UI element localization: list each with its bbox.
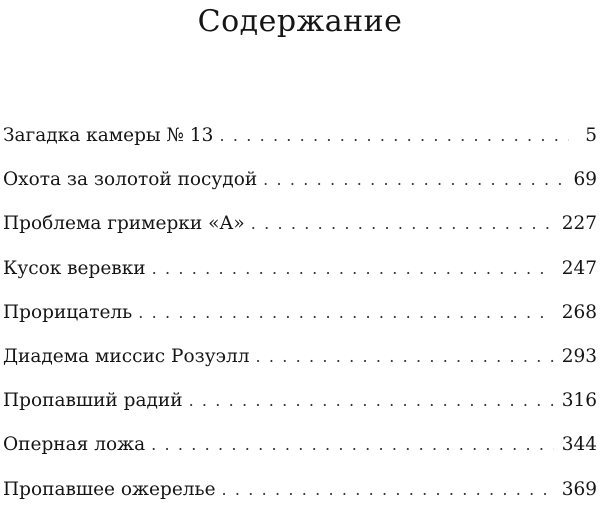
toc-entry-page-number: 227 bbox=[561, 213, 597, 235]
toc-entry bbox=[3, 254, 597, 298]
dot-leader bbox=[152, 254, 554, 284]
toc-entry-title: Охота за золотой посудой bbox=[3, 169, 258, 191]
page-title: Содержание bbox=[197, 4, 403, 39]
dot-leader bbox=[251, 209, 554, 239]
toc-entry bbox=[3, 298, 597, 342]
toc-entry-title: Оперная ложа bbox=[3, 434, 146, 456]
toc-entry bbox=[3, 386, 597, 430]
dot-leader bbox=[222, 475, 554, 505]
toc-entry-page-number: 268 bbox=[561, 301, 597, 323]
dot-leader bbox=[138, 298, 553, 328]
toc-entry-page-number: 316 bbox=[561, 390, 597, 412]
toc-entry-title: Кусок веревки bbox=[3, 257, 146, 279]
toc-entry bbox=[3, 121, 597, 165]
toc-entry-title: Пропавший радий bbox=[3, 390, 183, 412]
dot-leader bbox=[263, 165, 565, 195]
toc-entry-page-number: 369 bbox=[561, 478, 597, 500]
toc-entry bbox=[3, 209, 597, 253]
toc-entry-page-number: 5 bbox=[585, 125, 597, 146]
toc-entry-page-number: 69 bbox=[573, 169, 597, 191]
dot-leader bbox=[189, 386, 554, 416]
dot-leader bbox=[219, 121, 569, 151]
toc-entry bbox=[3, 475, 597, 519]
dot-leader bbox=[151, 430, 554, 460]
toc-entry-title: Диадема миссис Розуэлл bbox=[3, 345, 250, 367]
toc-entry-title: Прорицатель bbox=[3, 301, 133, 323]
toc-entry-page-number: 344 bbox=[561, 434, 597, 456]
toc-entry bbox=[3, 165, 597, 209]
table-of-contents bbox=[3, 121, 597, 519]
toc-entry-page-number: 247 bbox=[561, 257, 597, 279]
toc-entry-title: Пропавшее ожерелье bbox=[3, 478, 216, 500]
toc-entry bbox=[3, 342, 597, 386]
dot-leader bbox=[255, 342, 553, 372]
toc-entry-title: Проблема гримерки «А» bbox=[3, 213, 245, 235]
toc-entry-page-number: 293 bbox=[561, 345, 597, 367]
toc-entry bbox=[3, 430, 597, 474]
toc-entry-title: Загадка камеры № 13 bbox=[3, 125, 214, 146]
